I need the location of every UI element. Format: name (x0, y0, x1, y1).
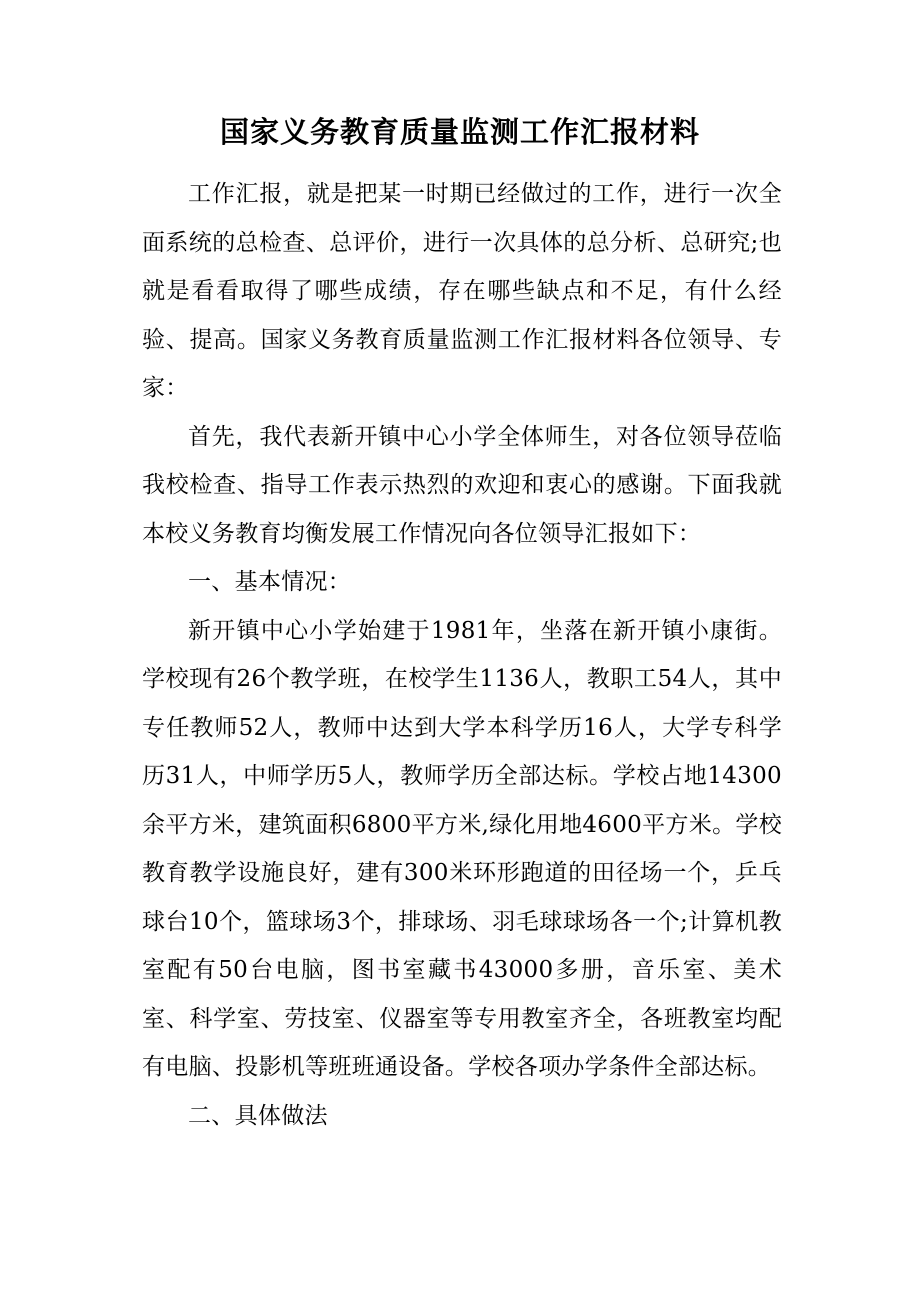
section-heading-basic-info: 一、基本情况： (188, 569, 352, 595)
section-heading-practices: 二、具体做法 (188, 1102, 328, 1129)
paragraph-basic-info: 新开镇中心小学始建于1981年，坐落在新开镇小康街。学校现有26个教学班，在校学生1136人，教职工54人，其中专任教师52人，教师中达到大学本科学历16人，大学专科学历31人，中师学历5人，教师学历全部达标。学校占地14300余平方米，建筑面积6800平方米,绿化用地4600平方米。学校教育教学设施良好，建有300米环形跑道的田径场一个，乒乓球台10个，篮球场3个，排球场、羽毛球球场各一个;计算机教室配有50台电脑，图书室藏书43000多册，音乐室、美术室、科学室、劳技室、仪器室等专用教室齐全，各班教室均配有电脑、投影机等班班通设备。学校各项办学条件全部达标。 (142, 617, 782, 1080)
paragraph-greeting: 首先，我代表新开镇中心小学全体师生，对各位领导莅临我校检查、指导工作表示热烈的欢迎和衷心的感谢。下面我就本校义务教育均衡发展工作情况向各位领导汇报如下： (142, 423, 782, 547)
document-body (142, 170, 782, 1140)
document-title: 国家义务教育质量监测工作汇报材料 (219, 115, 700, 149)
paragraph-intro: 工作汇报，就是把某一时期已经做过的工作，进行一次全面系统的总检查、总评价，进行一次具体的总分析、总研究;也就是看看取得了哪些成绩，存在哪些缺点和不足，有什么经验、提高。国家义务教育质量监测工作汇报材料各位领导、专家： (142, 181, 782, 401)
